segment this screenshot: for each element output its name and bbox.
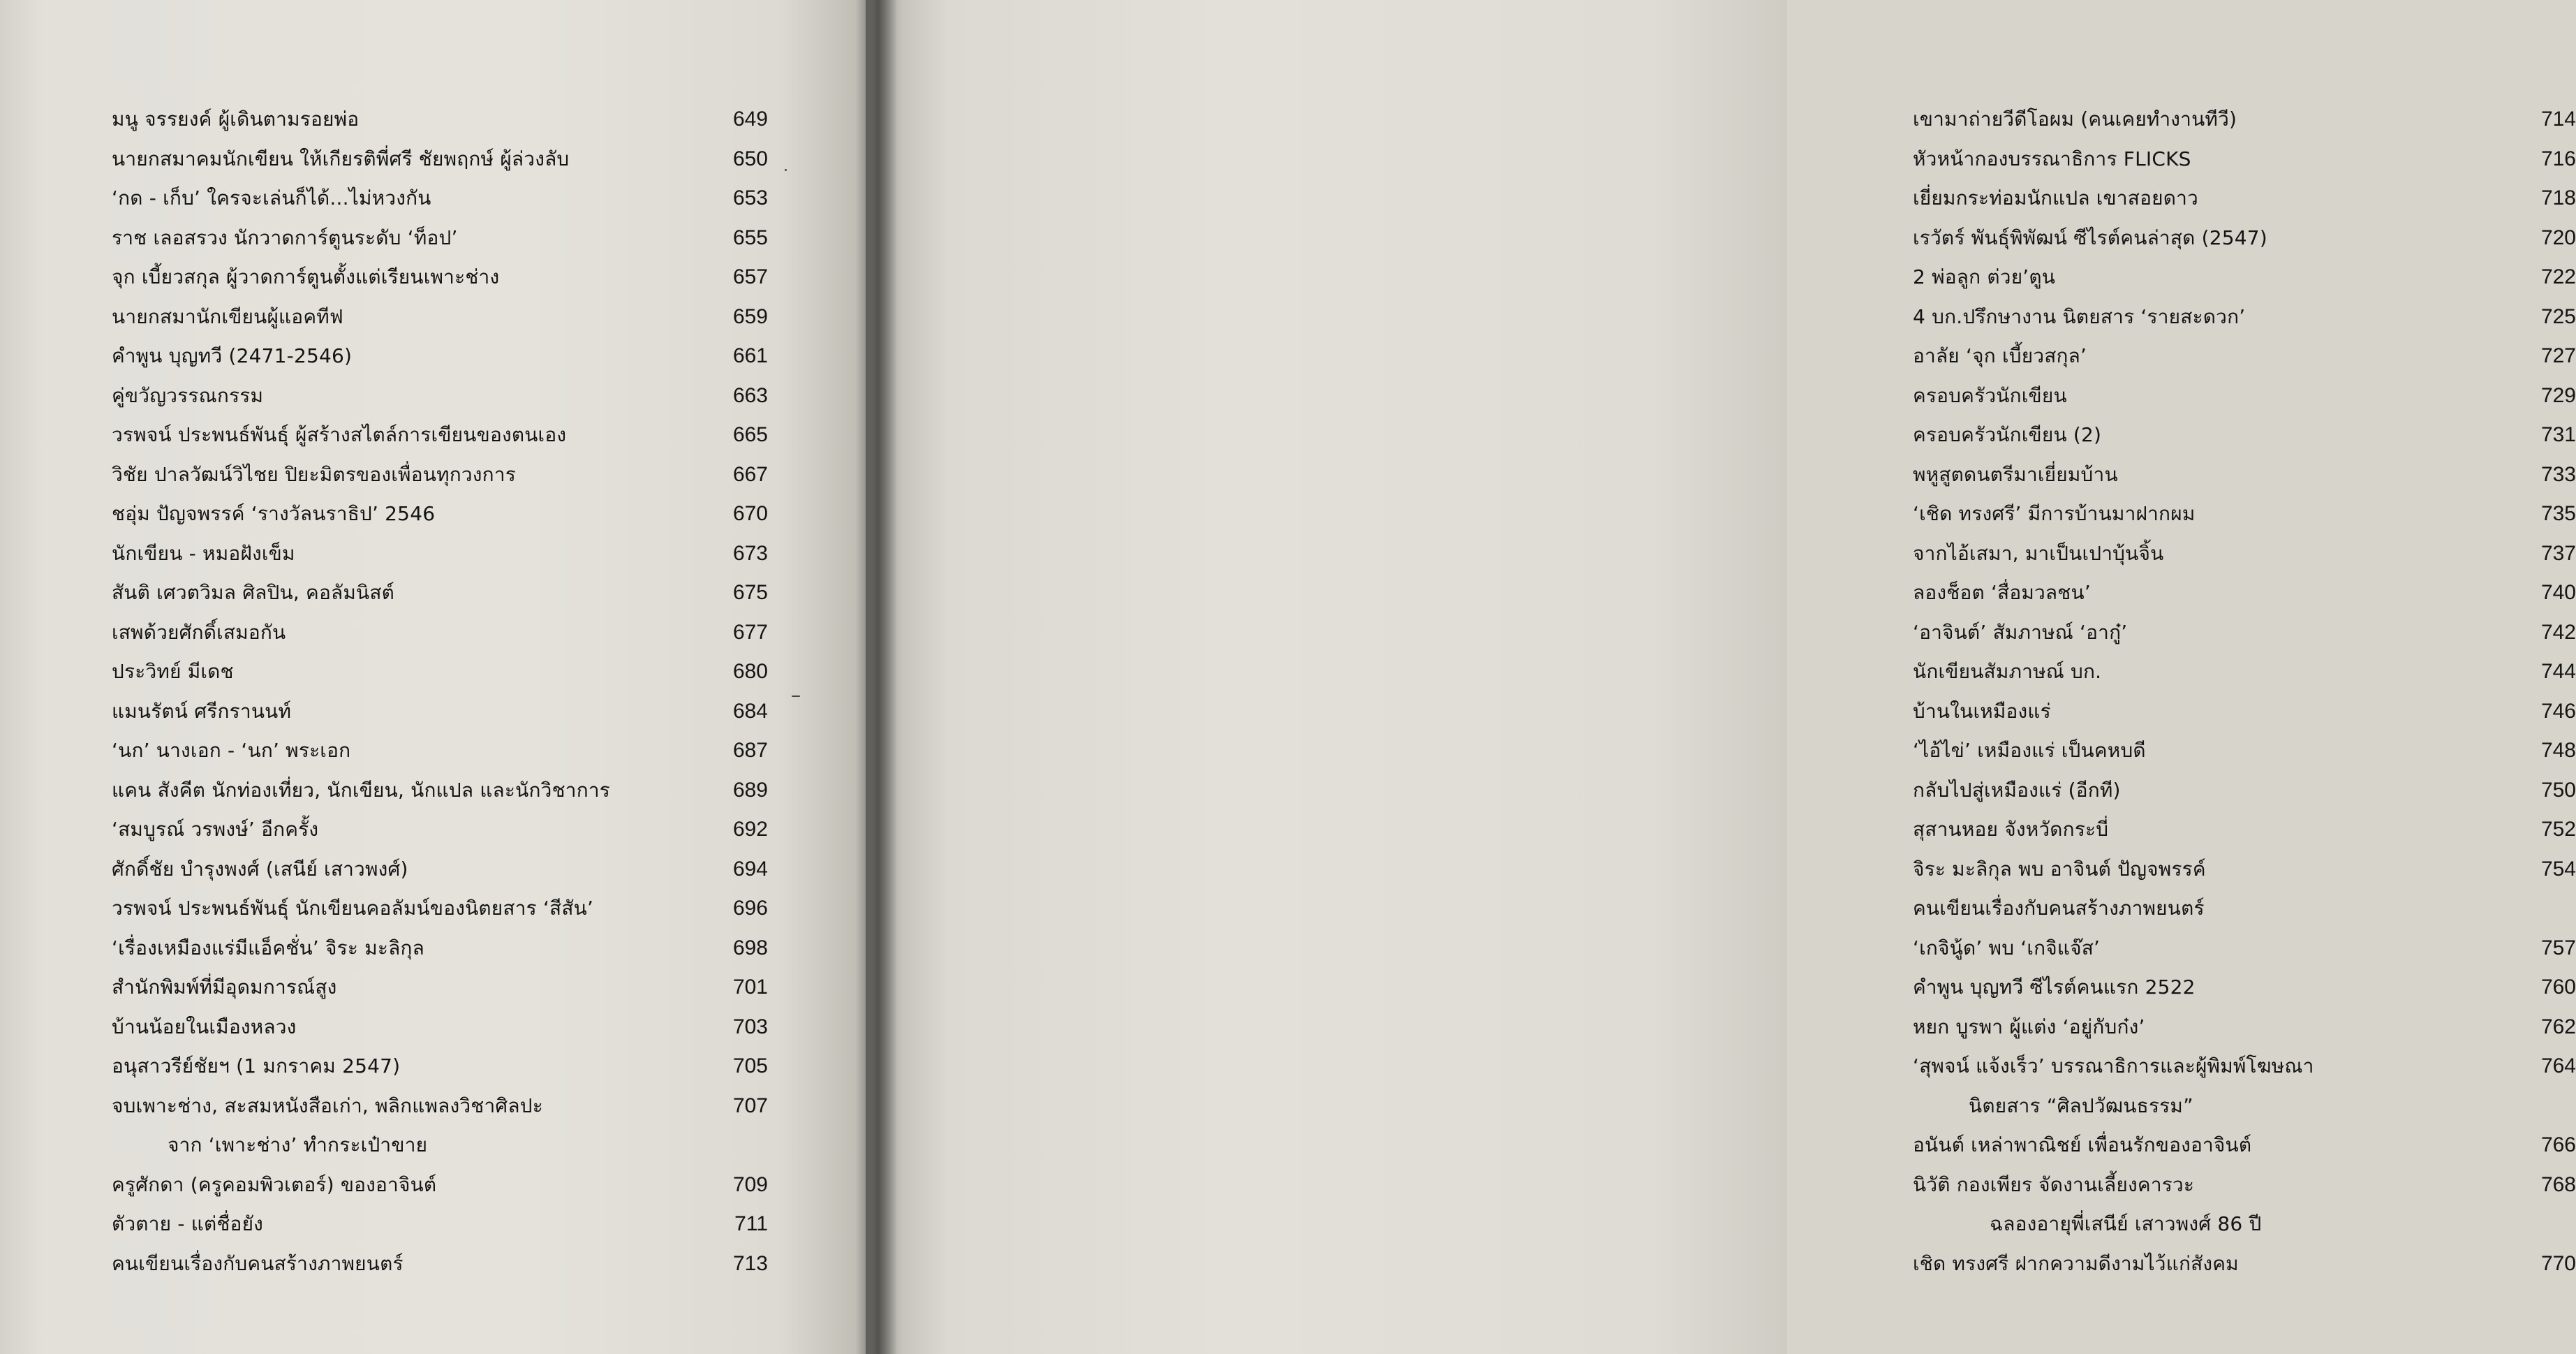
toc-entry-title: กลับไปสู่เหมืองแร่ (อีกที) bbox=[1913, 778, 2121, 802]
toc-entry bbox=[112, 302, 768, 341]
toc-entry bbox=[1913, 854, 2576, 894]
toc-entry-page-number: 716 bbox=[2540, 147, 2576, 170]
toc-entry-page-number: 684 bbox=[732, 699, 768, 723]
toc-entry bbox=[112, 104, 768, 144]
toc-entry-page-number: 718 bbox=[2540, 186, 2576, 209]
toc-entry-page-number: 709 bbox=[732, 1172, 768, 1196]
toc-entry bbox=[1913, 814, 2576, 854]
toc-entry bbox=[112, 381, 768, 420]
toc-entry-page-number: 720 bbox=[2540, 226, 2576, 249]
toc-entry bbox=[1913, 577, 2576, 617]
toc-entry-page-number: 694 bbox=[732, 857, 768, 881]
toc-entry-title: นักเขียนสัมภาษณ์ บก. bbox=[1913, 660, 2102, 683]
toc-entry-page-number: 680 bbox=[732, 660, 768, 683]
toc-entry-page-number: 748 bbox=[2540, 739, 2576, 762]
toc-entry bbox=[112, 459, 768, 499]
toc-entry-title: พหูสูตดนตรีมาเยี่ยมบ้าน bbox=[1913, 462, 2118, 486]
toc-entry-page-number: 722 bbox=[2540, 265, 2576, 288]
toc-entry bbox=[1913, 933, 2576, 973]
toc-entry bbox=[1913, 1249, 2576, 1288]
toc-entry bbox=[1913, 696, 2576, 736]
toc-entry bbox=[1913, 223, 2576, 263]
toc-entry bbox=[112, 538, 768, 578]
toc-entry-page-number: 677 bbox=[732, 620, 768, 644]
toc-entry-title: เรวัตร์ พันธุ์พิพัฒน์ ซีไรต์คนล่าสุด (2547) bbox=[1913, 226, 2267, 249]
toc-entry-page-number: 701 bbox=[732, 976, 768, 999]
left-page bbox=[0, 0, 866, 1354]
toc-entry-page-number: 696 bbox=[732, 897, 768, 920]
toc-entry-title: จิระ มะลิกุล พบ อาจินต์ ปัญจพรรค์ bbox=[1913, 857, 2206, 881]
toc-entry-title: ฉลองอายุพี่เสนีย์ เสาวพงศ์ 86 ปี bbox=[1990, 1212, 2262, 1235]
toc-entry-title: ‘อาจินต์’ สัมภาษณ์ ‘อากู๋’ bbox=[1913, 620, 2128, 644]
toc-entry-page-number: 744 bbox=[2540, 660, 2576, 683]
toc-entry bbox=[1913, 144, 2576, 184]
toc-entry-title: อนันต์ เหล่าพาณิชย์ เพื่อนรักของอาจินต์ bbox=[1913, 1133, 2252, 1156]
book-spine-shadow bbox=[855, 0, 897, 1354]
toc-entry-title: สำนักพิมพ์ที่มีอุดมการณ์สูง bbox=[112, 976, 337, 999]
toc-entry-title: ศักดิ์ชัย บำรุงพงศ์ (เสนีย์ เสาวพงศ์) bbox=[112, 857, 408, 881]
toc-entry-page-number: 735 bbox=[2540, 502, 2576, 525]
toc-entry-page-number: 768 bbox=[2540, 1172, 2576, 1196]
toc-entry bbox=[1913, 499, 2576, 538]
toc-entry-title: จุก เบี้ยวสกุล ผู้วาดการ์ตูนตั้งแต่เรียนเพาะช่าง bbox=[112, 265, 500, 288]
toc-entry bbox=[112, 775, 768, 815]
toc-entry-title: สุสานหอย จังหวัดกระบี่ bbox=[1913, 818, 2109, 841]
paper-speck bbox=[792, 696, 800, 697]
toc-entry bbox=[112, 1130, 768, 1170]
toc-entry bbox=[112, 1051, 768, 1091]
toc-entry-title: ตัวตาย - แต่ชื่อยัง bbox=[112, 1212, 264, 1235]
toc-entry-page-number: 649 bbox=[732, 108, 768, 131]
toc-entry-title: เยี่ยมกระท่อมนักแปล เขาสอยดาว bbox=[1913, 186, 2198, 209]
toc-entry bbox=[112, 262, 768, 302]
toc-entry-page-number: 705 bbox=[732, 1054, 768, 1077]
toc-entry-page-number: 655 bbox=[732, 226, 768, 249]
toc-entry-title: วรพจน์ ประพนธ์พันธุ์ นักเขียนคอลัมน์ของนิตยสาร ‘สีสัน’ bbox=[112, 897, 594, 920]
toc-entry-page-number: 752 bbox=[2540, 818, 2576, 841]
toc-entry-page-number: 661 bbox=[732, 344, 768, 367]
toc-entry-title: ‘เชิด ทรงศรี’ มีการบ้านมาฝากผม bbox=[1913, 502, 2196, 525]
toc-entry bbox=[1913, 656, 2576, 696]
left-toc-list bbox=[112, 104, 768, 1288]
toc-entry bbox=[1913, 420, 2576, 459]
toc-entry-page-number: 727 bbox=[2540, 344, 2576, 367]
toc-entry bbox=[112, 1012, 768, 1052]
toc-entry-page-number: 714 bbox=[2540, 108, 2576, 131]
toc-entry bbox=[112, 420, 768, 459]
toc-entry bbox=[112, 972, 768, 1012]
toc-entry-page-number: 746 bbox=[2540, 699, 2576, 723]
toc-entry-title: เสพด้วยศักดิ์เสมอกัน bbox=[112, 620, 286, 644]
toc-entry bbox=[112, 183, 768, 223]
toc-entry-page-number: 663 bbox=[732, 383, 768, 407]
toc-entry-title: คนเขียนเรื่องกับคนสร้างภาพยนตร์ bbox=[1913, 897, 2205, 920]
toc-entry-title: อนุสาวรีย์ชัยฯ (1 มกราคม 2547) bbox=[112, 1054, 401, 1077]
toc-entry-title: นายกสมานักเขียนผู้แอคทีฟ bbox=[112, 304, 343, 328]
toc-entry-page-number: 687 bbox=[732, 739, 768, 762]
toc-entry bbox=[112, 144, 768, 184]
toc-entry-title: นิวัติ กองเพียร จัดงานเลี้ยงคารวะ bbox=[1913, 1172, 2195, 1196]
toc-entry bbox=[112, 893, 768, 933]
toc-entry-title: ชอุ่ม ปัญจพรรค์ ‘รางวัลนราธิป’ 2546 bbox=[112, 502, 436, 525]
toc-entry-page-number: 659 bbox=[732, 304, 768, 328]
toc-entry-page-number: 762 bbox=[2540, 1015, 2576, 1038]
toc-entry-title: จาก ‘เพาะช่าง’ ทำกระเป๋าขาย bbox=[168, 1133, 428, 1156]
toc-entry-title: บ้านในเหมืองแร่ bbox=[1913, 699, 2051, 723]
toc-entry-title: ‘สมบูรณ์ วรพงษ์’ อีกครั้ง bbox=[112, 818, 319, 841]
toc-entry bbox=[1913, 538, 2576, 578]
toc-entry bbox=[1913, 381, 2576, 420]
right-page bbox=[866, 0, 2576, 1354]
toc-entry-title: ‘สุพจน์ แจ้งเร็ว’ บรรณาธิการและผู้พิมพ์โฆษณา bbox=[1913, 1054, 2314, 1077]
toc-entry-page-number: 673 bbox=[732, 541, 768, 565]
toc-entry-title: คู่ขวัญวรรณกรรม bbox=[112, 383, 264, 407]
toc-entry-page-number: 729 bbox=[2540, 383, 2576, 407]
toc-entry-title: ราช เลอสรวง นักวาดการ์ตูนระดับ ‘ท็อป’ bbox=[112, 226, 458, 249]
toc-entry-page-number: 670 bbox=[732, 502, 768, 525]
toc-entry-page-number: 707 bbox=[732, 1094, 768, 1117]
toc-entry bbox=[1913, 893, 2576, 933]
toc-entry-title: หยก บูรพา ผู้แต่ง ‘อยู่กับก๋ง’ bbox=[1913, 1015, 2145, 1038]
toc-entry bbox=[112, 854, 768, 894]
toc-entry bbox=[112, 499, 768, 538]
toc-entry-title: อาลัย ‘จุก เบี้ยวสกุล’ bbox=[1913, 344, 2087, 367]
toc-entry-title: วิชัย ปาลวัฒน์วิไชย ปิยะมิตรของเพื่อนทุกวงการ bbox=[112, 462, 516, 486]
toc-entry bbox=[112, 617, 768, 657]
toc-entry-title: หัวหน้ากองบรรณาธิการ FLICKS bbox=[1913, 147, 2191, 170]
toc-entry-page-number: 692 bbox=[732, 818, 768, 841]
toc-entry-page-number: 675 bbox=[732, 581, 768, 604]
toc-entry-title: ประวิทย์ มีเดช bbox=[112, 660, 234, 683]
toc-entry-title: ครูศักดา (ครูคอมพิวเตอร์) ของอาจินต์ bbox=[112, 1172, 437, 1196]
toc-entry-page-number: 760 bbox=[2540, 976, 2576, 999]
toc-entry bbox=[1913, 341, 2576, 381]
toc-entry-title: เชิด ทรงศรี ฝากความดีงามไว้แก่สังคม bbox=[1913, 1251, 2239, 1275]
toc-entry-page-number: 757 bbox=[2540, 936, 2576, 959]
toc-entry bbox=[1913, 104, 2576, 144]
toc-entry-page-number: 667 bbox=[732, 462, 768, 486]
toc-entry bbox=[1913, 1051, 2576, 1091]
toc-entry-title: นิตยสาร “ศิลปวัฒนธรรม” bbox=[1969, 1094, 2193, 1117]
toc-entry-page-number: 711 bbox=[734, 1212, 768, 1235]
toc-entry-page-number: 754 bbox=[2540, 857, 2576, 881]
toc-entry-page-number: 713 bbox=[732, 1251, 768, 1275]
toc-entry-page-number: 737 bbox=[2540, 541, 2576, 565]
toc-entry bbox=[112, 696, 768, 736]
toc-entry bbox=[112, 1249, 768, 1288]
toc-entry bbox=[1913, 183, 2576, 223]
toc-entry bbox=[1913, 617, 2576, 657]
toc-entry bbox=[112, 1209, 768, 1249]
toc-entry bbox=[1913, 1012, 2576, 1052]
toc-entry bbox=[1913, 972, 2576, 1012]
right-toc-list bbox=[1913, 104, 2576, 1288]
toc-entry-title: ‘นก’ นางเอก - ‘นก’ พระเอก bbox=[112, 739, 351, 762]
toc-entry-page-number: 665 bbox=[732, 423, 768, 446]
toc-entry-page-number: 725 bbox=[2540, 304, 2576, 328]
toc-entry bbox=[112, 735, 768, 775]
toc-entry bbox=[112, 933, 768, 973]
toc-entry-page-number: 689 bbox=[732, 778, 768, 802]
toc-entry bbox=[1913, 1130, 2576, 1170]
toc-entry-page-number: 698 bbox=[732, 936, 768, 959]
toc-entry-title: ลองช็อต ‘สื่อมวลชน’ bbox=[1913, 581, 2091, 604]
toc-entry bbox=[1913, 1209, 2576, 1249]
toc-entry-page-number: 653 bbox=[732, 186, 768, 209]
toc-entry-page-number: 733 bbox=[2540, 462, 2576, 486]
toc-entry bbox=[1913, 1091, 2576, 1131]
toc-entry-title: บ้านน้อยในเมืองหลวง bbox=[112, 1015, 297, 1038]
toc-entry bbox=[1913, 459, 2576, 499]
toc-entry-page-number: 650 bbox=[732, 147, 768, 170]
toc-entry bbox=[112, 223, 768, 263]
toc-entry-title: แมนรัตน์ ศรีกรานนท์ bbox=[112, 699, 292, 723]
toc-entry bbox=[112, 1091, 768, 1131]
toc-entry-title: ‘เกจินู้ด’ พบ ‘เกจิแจ๊ส’ bbox=[1913, 936, 2101, 959]
toc-entry-title: 4 บก.ปรึกษางาน นิตยสาร ‘รายสะดวก’ bbox=[1913, 304, 2246, 328]
toc-entry bbox=[1913, 302, 2576, 341]
paper-speck bbox=[785, 169, 787, 171]
toc-entry-title: นักเขียน - หมอฝังเข็ม bbox=[112, 541, 295, 565]
toc-entry-title: ครอบครัวนักเขียน (2) bbox=[1913, 423, 2102, 446]
toc-entry-title: คำพูน บุญทวี (2471-2546) bbox=[112, 344, 353, 367]
toc-entry-title: เขามาถ่ายวีดีโอผม (คนเคยทำงานทีวี) bbox=[1913, 108, 2237, 131]
toc-entry-title: สันติ เศวตวิมล ศิลปิน, คอลัมนิสต์ bbox=[112, 581, 395, 604]
toc-entry-page-number: 740 bbox=[2540, 581, 2576, 604]
toc-entry-title: ‘เรื่องเหมืองแร่มีแอ็คชั่น’ จิระ มะลิกุล bbox=[112, 936, 425, 959]
toc-entry-title: 2 พ่อลูก ต่วย’ตูน bbox=[1913, 265, 2056, 288]
toc-entry-page-number: 703 bbox=[732, 1015, 768, 1038]
toc-entry-page-number: 742 bbox=[2540, 620, 2576, 644]
toc-entry-title: จบเพาะช่าง, สะสมหนังสือเก่า, พลิกแพลงวิชาศิลปะ bbox=[112, 1094, 543, 1117]
toc-entry-title: คนเขียนเรื่องกับคนสร้างภาพยนตร์ bbox=[112, 1251, 404, 1275]
toc-entry bbox=[112, 341, 768, 381]
toc-entry bbox=[112, 1170, 768, 1209]
toc-entry-page-number: 766 bbox=[2540, 1133, 2576, 1156]
toc-entry-title: วรพจน์ ประพนธ์พันธุ์ ผู้สร้างสไตล์การเขียนของตนเอง bbox=[112, 423, 567, 446]
toc-entry-title: แคน สังคีต นักท่องเที่ยว, นักเขียน, นักแปล และนักวิชาการ bbox=[112, 778, 611, 802]
toc-entry bbox=[1913, 1170, 2576, 1209]
toc-entry-page-number: 731 bbox=[2540, 423, 2576, 446]
toc-entry bbox=[112, 656, 768, 696]
toc-entry-page-number: 750 bbox=[2540, 778, 2576, 802]
toc-entry-title: คำพูน บุญทวี ซีไรต์คนแรก 2522 bbox=[1913, 976, 2196, 999]
toc-entry-title: ครอบครัวนักเขียน bbox=[1913, 383, 2067, 407]
toc-entry bbox=[1913, 262, 2576, 302]
toc-entry bbox=[1913, 735, 2576, 775]
toc-entry-page-number: 764 bbox=[2540, 1054, 2576, 1077]
toc-entry bbox=[112, 577, 768, 617]
toc-entry-title: ‘กด - เก็บ’ ใครจะเล่นก็ได้...ไม่หวงกัน bbox=[112, 186, 431, 209]
toc-entry bbox=[112, 814, 768, 854]
toc-entry bbox=[1913, 775, 2576, 815]
toc-entry-title: นายกสมาคมนักเขียน ให้เกียรติพี่ศรี ชัยพฤกษ์ ผู้ล่วงลับ bbox=[112, 147, 570, 170]
toc-entry-title: ‘ไอ้ไข่’ เหมืองแร่ เป็นคหบดี bbox=[1913, 739, 2146, 762]
toc-entry-page-number: 770 bbox=[2540, 1251, 2576, 1275]
toc-entry-title: จากไอ้เสมา, มาเป็นเปาบุ้นจิ้น bbox=[1913, 541, 2164, 565]
toc-entry-title: มนู จรรยงค์ ผู้เดินตามรอยพ่อ bbox=[112, 108, 360, 131]
toc-entry-page-number: 657 bbox=[732, 265, 768, 288]
